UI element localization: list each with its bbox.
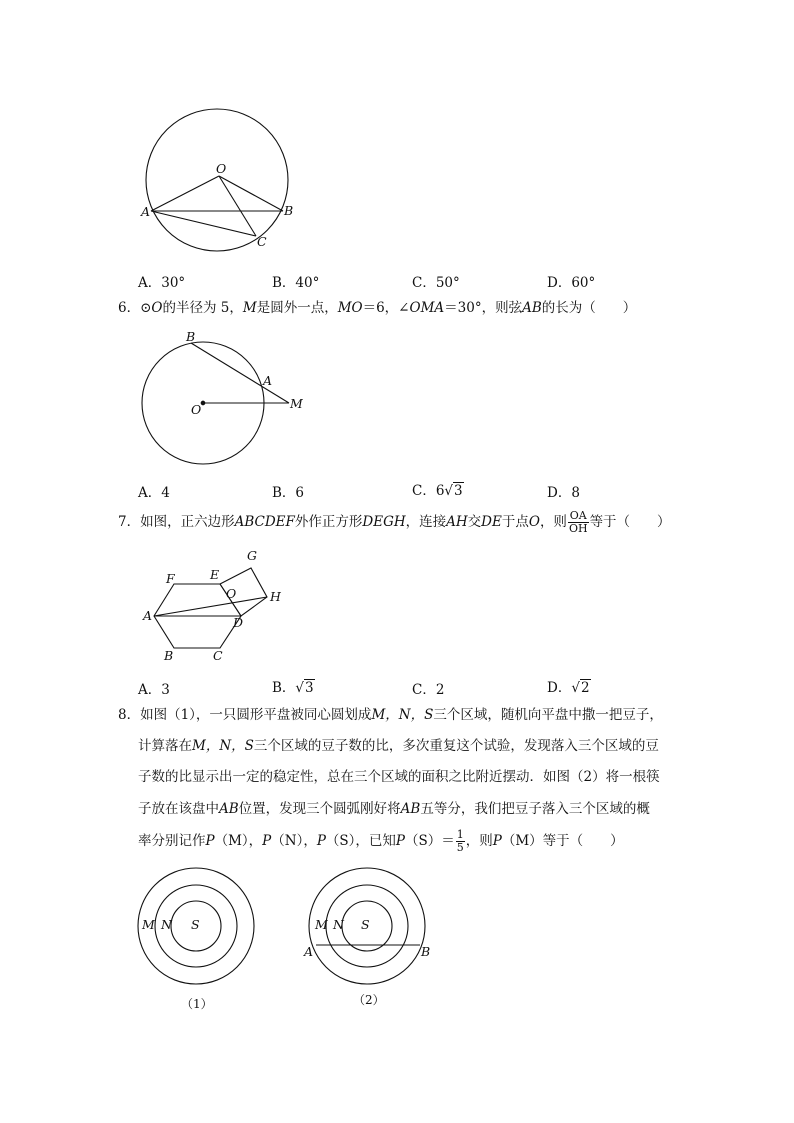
q8-line-2: 计算落在M，N，S三个区域的豆子数的比，多次重复这个试验，发现落入三个区域的豆 <box>138 738 659 754</box>
q5-option-d[interactable]: D．60° <box>547 275 596 291</box>
q6-option-a[interactable]: A．4 <box>138 485 170 501</box>
q7-option-d[interactable]: D．√2 <box>547 680 590 696</box>
q7-label-f: F <box>166 571 175 586</box>
q8-line-5: 率分别记作P（M），P（N），P（S），已知P（S）＝ $\frac{1}{5}$ ，则P（M）等于（ ） <box>138 828 624 854</box>
q8-fig2-label-a: A <box>304 944 314 959</box>
q6-label-o: O <box>191 402 202 417</box>
q6-stem: 6．⊙O的半径为 5，M是圆外一点，MO＝6，∠OMA＝30°，则弦AB的长为（ ） <box>118 300 637 316</box>
q5-label-c: C <box>257 234 267 249</box>
q8-line-3: 子数的比显示出一定的稳定性，总在三个区域的面积之比附近摆动．如图（2）将一根筷 <box>138 769 660 785</box>
q7-label-h: H <box>270 589 281 604</box>
q8-fig1-label-n: N <box>161 917 172 932</box>
q8-fig1-label-s: S <box>191 917 200 932</box>
q7-label-o: O <box>226 586 237 601</box>
q7-stem: 7．如图，正六边形ABCDEF外作正方形DEGH，连接AH交DE于点O，则 $\frac{OA}{OH}$ 等于（ ） <box>118 509 671 535</box>
q7-option-a[interactable]: A．3 <box>138 682 170 698</box>
q8-fig2-label-m: M <box>315 917 328 932</box>
q7-label-b: B <box>164 648 174 663</box>
q7-fraction: $\frac{OA}{OH}$ <box>568 509 588 535</box>
q7-label-e: E <box>210 567 220 582</box>
q7-label-d: D <box>233 615 244 630</box>
q5-option-c[interactable]: C．50° <box>412 275 460 291</box>
q5-label-a: A <box>141 204 151 219</box>
q8-fraction: $\frac{1}{5}$ <box>456 828 464 854</box>
q6-label-a: A <box>263 373 273 388</box>
q8-fig1-caption: （1） <box>181 997 213 1011</box>
q8-line-1: 8．如图（1），一只圆形平盘被同心圆划成M，N，S三个区域，随机向平盘中撒一把豆子， <box>118 707 663 723</box>
q5-label-o: O <box>216 161 227 176</box>
q8-fig2-label-n: N <box>333 917 344 932</box>
q6-option-d[interactable]: D．8 <box>547 485 580 501</box>
q6-option-b[interactable]: B．6 <box>272 485 305 501</box>
q7-label-g: G <box>247 548 257 563</box>
q7-label-a: A <box>143 608 153 623</box>
q5-option-a[interactable]: A．30° <box>138 275 186 291</box>
q8-fig2-caption: （2） <box>353 993 385 1007</box>
q5-option-b[interactable]: B．40° <box>272 275 320 291</box>
q8-fig1-label-m: M <box>142 917 155 932</box>
q7-label-c: C <box>213 648 223 663</box>
q7-option-c[interactable]: C．2 <box>412 682 445 698</box>
q7-option-b[interactable]: B．√3 <box>272 680 314 696</box>
q5-label-b: B <box>284 203 294 218</box>
q8-line-4: 子放在该盘中AB位置，发现三个圆弧刚好将AB五等分，我们把豆子落入三个区域的概 <box>138 801 650 817</box>
q8-fig2-label-s: S <box>361 917 370 932</box>
q6-label-b: B <box>186 329 196 344</box>
q6-label-m: M <box>290 396 303 411</box>
q8-fig2-label-b: B <box>421 944 431 959</box>
q6-option-c[interactable]: C．6√3 <box>412 483 463 499</box>
